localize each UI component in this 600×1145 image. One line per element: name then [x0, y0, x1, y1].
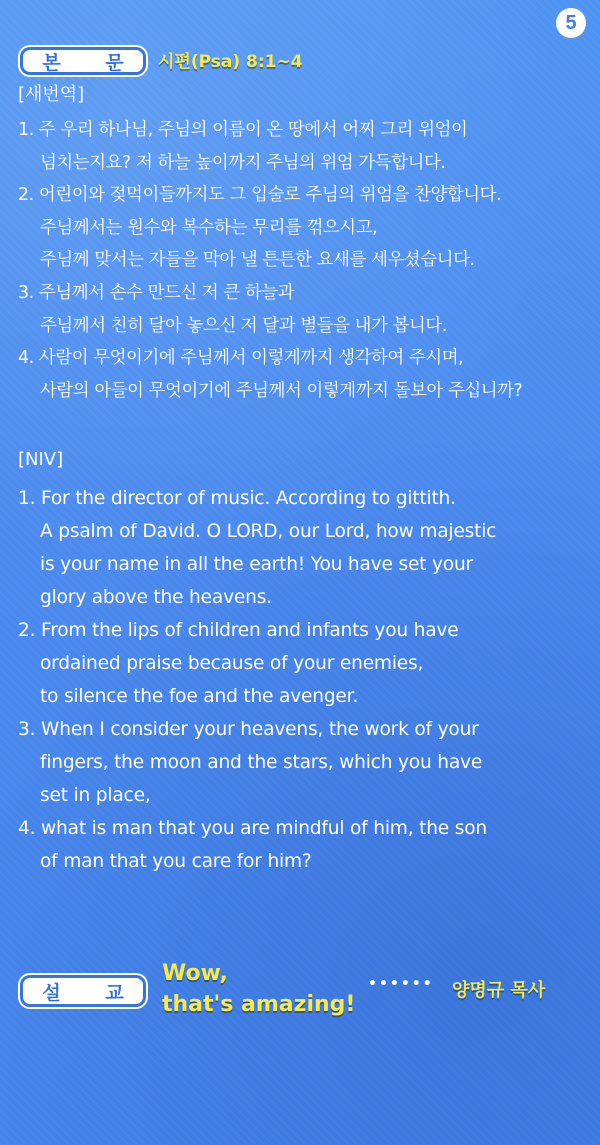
verse-line: 주님께서는 원수와 복수하는 무리를 꺾으시고, — [40, 217, 378, 238]
sermon-title-line-2: that's amazing! — [162, 992, 356, 1017]
page-number-badge: 5 — [556, 8, 586, 38]
korean-verse-list — [18, 114, 586, 407]
verse-line: 주님께 맞서는 자들을 막아 낼 튼튼한 요새를 세우셨습니다. — [40, 250, 475, 271]
verse-line: 4. 사람이 무엇이기에 주님께서 이렇게까지 생각하여 주시며, — [18, 348, 464, 369]
verse-line: 사람의 아들이 무엇이기에 주님께서 이렇게까지 돌보아 주십니까? — [40, 380, 523, 401]
verse-line: 1. For the director of music. According to gittith. — [18, 488, 456, 509]
verse-line: of man that you care for him? — [40, 851, 312, 872]
sermon-tag-char-1: 설 — [42, 981, 61, 1004]
scripture-reference: 시편(Psa) 8:1~4 — [158, 52, 303, 72]
english-version-heading: [NIV] — [18, 449, 64, 470]
verse-line: 2. 어린이와 젖먹이들까지도 그 입술로 주님의 위엄을 찬양합니다. — [18, 185, 502, 206]
english-verse-list — [18, 482, 586, 878]
verse-line: to silence the foe and the avenger. — [40, 686, 359, 707]
sermon-tag — [20, 975, 146, 1007]
korean-version-heading: [새번역] — [18, 84, 85, 105]
sermon-tag-char-2: 교 — [105, 981, 124, 1004]
verse-line: is your name in all the earth! You have set your — [40, 554, 473, 575]
verse-line: A psalm of David. O LORD, our Lord, how majestic — [40, 521, 497, 542]
verse-line: fingers, the moon and the stars, which you have — [40, 752, 483, 773]
verse-line: 3. 주님께서 손수 만드신 저 큰 하늘과 — [18, 282, 295, 303]
verse-line: 4. what is man that you are mindful of him, the son — [18, 818, 487, 839]
verse-line: set in place, — [40, 785, 151, 806]
verse-line: 1. 주 우리 하나님, 주님의 이름이 온 땅에서 어찌 그리 위엄이 — [18, 120, 468, 140]
verse-line: 넘치는지요? 저 하늘 높이까지 주님의 위엄 가득합니다. — [40, 152, 446, 173]
main-text-tag — [20, 47, 146, 75]
preacher-name: 양명규 목사 — [452, 980, 546, 1001]
sermon-title — [162, 958, 355, 1020]
sermon-title-line-1: Wow, — [162, 961, 228, 986]
main-tag-char-1: 본 — [42, 51, 61, 74]
verse-line: 2. From the lips of children and infants you have — [18, 620, 459, 641]
main-tag-char-2: 문 — [105, 51, 124, 74]
verse-line: 3. When I consider your heavens, the work of your — [18, 719, 479, 740]
verse-line: glory above the heavens. — [40, 587, 272, 608]
dot-leader: •••••• — [368, 976, 434, 992]
verse-line: ordained praise because of your enemies, — [40, 653, 424, 674]
verse-line: 주님께서 친히 달아 놓으신 저 달과 별들을 내가 봅니다. — [40, 315, 447, 336]
